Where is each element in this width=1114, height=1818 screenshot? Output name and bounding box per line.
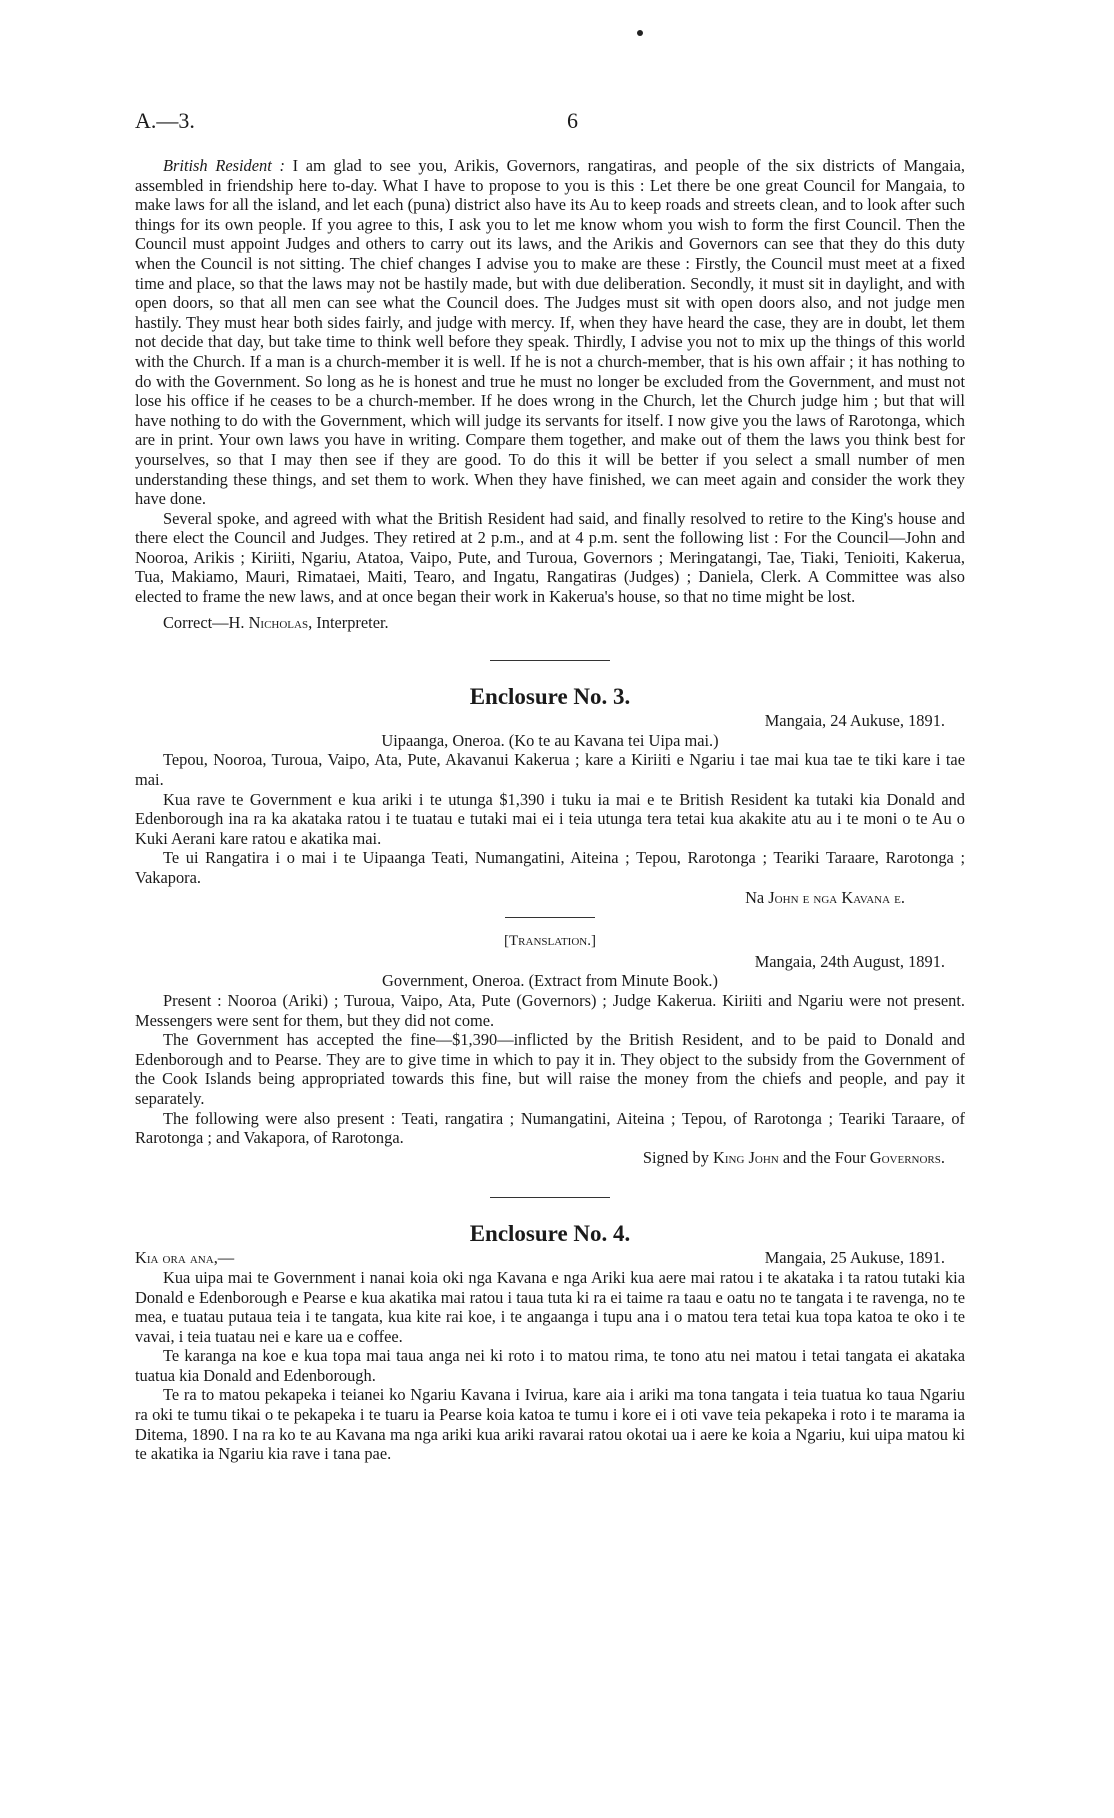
enclosure-4-dateline: Mangaia, 25 Aukuse, 1891. <box>764 1248 945 1268</box>
translation-subhead: Government, Oneroa. (Extract from Minute Book.) <box>382 971 718 991</box>
enclosure-3-subhead: Uipaanga, Oneroa. (Ko te au Kavana tei Uipa mai.) <box>381 730 719 750</box>
speech-text: I am glad to see you, Arikis, Governors, rangatiras, and people of the six districts of Mangaia, assembled in friendship here to-day. What I have to propose to you is this : Let there be one great Council for Mangaia, to make laws for all the island, and let each (puna) district also have its Au to keep roads and streets clean, and to look after such things for its own people. If you agree to this, I ask you to let me know whom you wish to form the first Council. Then the Council must appoint Judges and others to carry out its laws, and the Arikis and Governors can see that they do this duty when the Council is not sitting. The chief changes I advise you to make are these : Firstly, the Council must meet at a fixed time and place, so that the laws may not be hastily made, but with due deliberation. Secondly, it must sit in daylight, and with open doors, so that all men can see what the Council does. The Judges must sit with open doors also, and not judge men hastily. They must hear both sides fairly, and judge with mercy. If, when they have heard the case, they are in doubt, let them not decide that day, but take time to think well before they speak. Thirdly, I advise you not to mix up the things of this world with the Church. If a man is a church-member it is well. If he is not a church-member, that is his own affair ; it has nothing to do with the Government. So long as he is honest and true he must no longer be excluded from the Government, and must not lose his office if he ceases to be a church-member. If he does wrong in the Church, let the Church judge him ; but that will have nothing to do with the Government, which will judge its servants for itself. I now give you the laws of Rarotonga, which are in print. Your own laws you have in writing. Compare them together, and make out of them the laws you think best for yourselves, so that I may then see if they are good. To do this it will be better if you select a small number of men understanding these things, and set them to work. When they have finished, we can meet again and consider the work they have done. <box>135 156 966 509</box>
enclosure-3-title: Enclosure No. 3. <box>469 684 631 710</box>
enclosure-3 <box>135 683 965 1167</box>
translation-divider <box>505 917 595 918</box>
enclosure-4-heading-row <box>135 1248 965 1268</box>
page-header <box>135 108 965 138</box>
section-divider <box>490 660 610 661</box>
translation-dateline: Mangaia, 24th August, 1891. <box>754 951 945 971</box>
enclosure-3-para-3: Te ui Rangatira i o mai i te Uipaanga Teati, Numangatini, Aiteina ; Tepou, Rarotonga ; Teariki Taraare, Rarotonga ; Vakapora. <box>135 848 965 887</box>
enclosure-4-para-3: Te ra to matou pekapeka i teianei ko Ngariu Kavana i Ivirua, kare aia i ariki ma tona tangata i teia tuatua ko taua Ngariu ra oki te tumu tikai o te pekapeka i te tuaru ia Pearse koia katoa te tumu i kore ei i oti vave teia pekapeka i roto i te marama ia Ditema, 1890. I na ra ko te au Kavana ma nga ariki kua ariki ravarai ratou okotai ua i aere ke koia a Ngariu, kui uipa matou ki te akatika ia Ngariu kia rave i tana pae. <box>135 1385 965 1464</box>
enclosure-3-dateline: Mangaia, 24 Aukuse, 1891. <box>764 711 945 731</box>
translation-para-2: The Government has accepted the fine—$1,390—inflicted by the British Resident, and to be paid to Donald and Edenborough and to Pearse. They are to give time in which to pay it in. They object to the subsidy from the Government of the Cook Islands being appropriated towards this fine, but will raise the money from the chiefs and people, and pay it separately. <box>135 1030 965 1108</box>
speaker-label: British Resident : <box>163 156 285 175</box>
document-reference: A.—3. <box>135 108 195 133</box>
enclosure-3-para-2: Kua rave te Government e kua ariki i te utunga $1,390 i tuku ia mai e te British Resident ka tutaki kia Donald and Edenborough ina ra ka akataka ratou i te tuatau e tutaki mai ei i teia utunga tera tetai kua akakite atu au i te moni o te Au o Kuki Aerani kare ratou e akatika mai. <box>135 789 965 848</box>
translation-signature: Signed by King John and the Four Governors. <box>642 1147 945 1167</box>
page-body <box>135 156 965 1464</box>
several-spoke-paragraph: Several spoke, and agreed with what the British Resident had said, and finally resolved to retire to the King's house and there elect the Council and Judges. They retired at 2 p.m., and at 4 p.m. sent the following list : For the Council—John and Nooroa, Arikis ; Kiriiti, Ngariu, Atatoa, Vaipo, Pute, and Turoua, Governors ; Meringatangi, Tae, Tiaki, Tenioiti, Kakerua, Tua, Makiamo, Mauri, Rimataei, Maiti, Tearo, and Ingatu, Rangatiras (Judges) ; Daniela, Clerk. A Committee was also elected to frame the new laws, and at once began their work in Kakerua's house, so that no time might be lost. <box>135 508 965 607</box>
enclosure-4-title: Enclosure No. 4. <box>469 1221 631 1247</box>
enclosure-4-para-1: Kua uipa mai te Government i nanai koia oki nga Kavana e nga Ariki kua aere mai ratou i te akataka i ta ratou tutaki kia Donald e Edenborough e Pearse e kua akatika mai ratou i taua tuta ki ra ei taime ra taau e oatu no te tangata i te ravenga, no te mea, e tuatau putaua teia i te tangata, kua kite rai koe, i te angaanga i tupu ana i o matou tera tetai kua topa katoa te oko i te vavai, i teia tuatau nei e kare ua e coffee. <box>135 1267 965 1346</box>
interpreter-name: Nicholas <box>248 612 309 632</box>
translation-present: Present : Nooroa (Ariki) ; Turoua, Vaipo, Ata, Pute (Governors) ; Judge Kakerua. Kiriiti and Ngariu were not present. Messengers were sent for them, but they did not come. <box>135 990 965 1030</box>
enclosure-4 <box>135 1220 965 1464</box>
printer-mark <box>637 30 643 36</box>
enclosure-3-para-1: Tepou, Nooroa, Turoua, Vaipo, Ata, Pute, Akavanui Kakerua ; kare a Kiriiti e Ngariu i tae mai kua tae te tiki kare i tae mai. <box>135 750 965 790</box>
enclosure-4-para-2: Te karanga na koe e kua topa mai taua anga nei ki roto i to matou rima, te tono atu nei matou i tetai tangata ei akataka tuatua kia Donald and Edenborough. <box>135 1346 965 1385</box>
page-number: 6 <box>567 108 578 133</box>
resident-speech <box>135 156 965 509</box>
enclosure-4-salutation: Kia ora ana,— <box>135 1248 235 1268</box>
section-divider-2 <box>490 1197 610 1198</box>
translation-label: [Translation.] <box>504 933 596 950</box>
translation-para-3: The following were also present : Teati, rangatira ; Numangatini, Aiteina ; Tepou, of Rarotonga ; Teariki Taraare, of Rarotonga ; and Vakapora, of Rarotonga. <box>135 1108 965 1148</box>
correct-attribution: Correct—H. Nicholas, Interpreter. <box>163 612 389 632</box>
enclosure-3-signoff: Na John e nga Kavana e. <box>745 887 905 907</box>
